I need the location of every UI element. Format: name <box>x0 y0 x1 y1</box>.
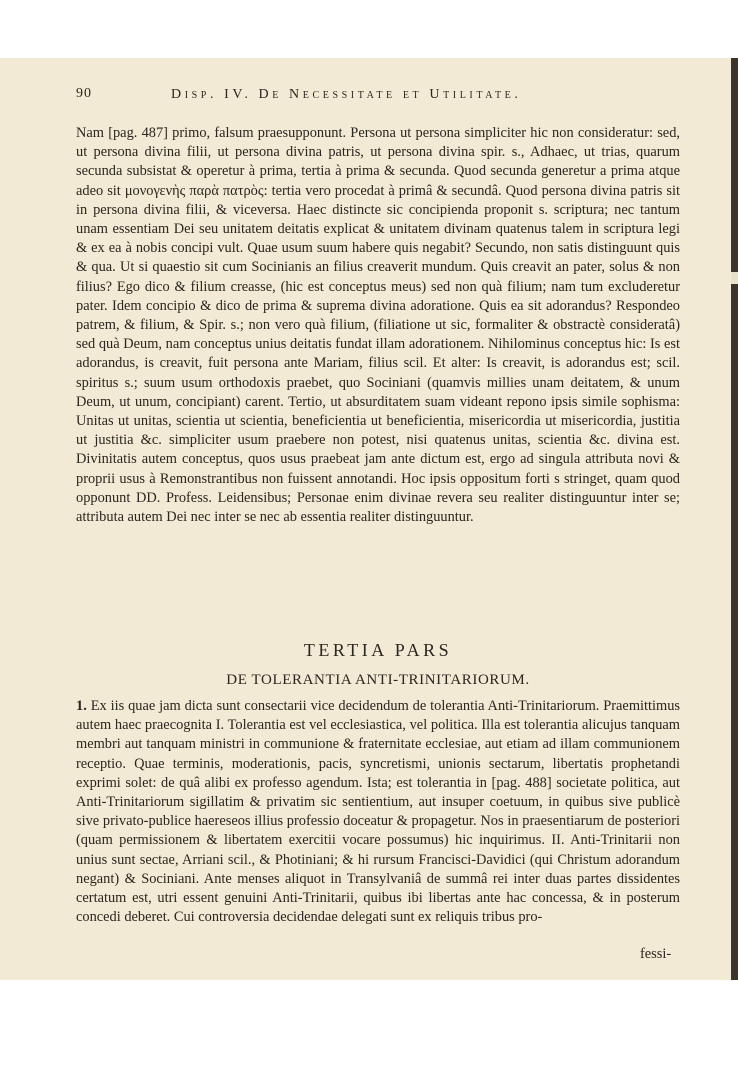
running-header <box>76 86 684 106</box>
page-edge <box>731 58 738 980</box>
running-title: Disp. IV. De Necessitate et Utilitate. <box>171 87 522 102</box>
section-subtitle: DE TOLERANTIA ANTI-TRINITARIORUM. <box>226 672 530 688</box>
part-paragraph-text: Ex iis quae jam dicta sunt consectarii vice decidendum de tolerantia Anti-Trinitariorum. Praemittimus autem haec praecognita I. Tolerantia est vel ecclesiastica, vel politica. Illa est tolerantia alicujus tanquam membri aut tanquam ministri in communione & fraternitate ecclesiae, aut etiam ad illam communionem receptio. Quae terminis, moderationis, pacis, syncretismi, unionis sectarum, libertatis prophetandi exprimi solet: de quâ alibi ex professo agendum. Ista; est tolerantia in [pag. 488] societate politica, aut Anti-Trinitariorum sigillatim & privatim sic sentientium, aut insuper coetuum, in quibus sive publicè sive privato-publice haereseos illius professio doceatur & propagetur. Nos in praesentiarum de posteriori (quam permissionem & libertatem exercitii vocare possumus) hic inquirimus. II. Anti-Trinitarii non unius sunt sectae, Arriani scil., & Photiniani; & hi rursum Francisci-Davidici (qui Christum adorandum negant) & Sociniani. Ante menses aliquot in Transylvaniâ de summâ rei inter duas partes dissidentes certatum est, utri essent genuini Anti-Trinitarii, quibus ibi libertas ante hac concessa, & in posterum concedi deberet. Cui controversia decidendae delegati sunt ex reliquis tribus pro- <box>76 698 680 926</box>
section-title: TERTIA PARS <box>303 640 453 660</box>
intro-paragraph-block <box>76 124 680 527</box>
paragraph-number: 1. <box>76 698 87 714</box>
part-paragraph <box>76 697 680 927</box>
intro-paragraph: Nam [pag. 487] primo, falsum praesupponunt. Persona ut persona simpliciter hic non consideratur: sed, ut persona divina filii, ut persona divina patris, ut persona divina spir. s., Adhaec, ut trias, quarum secunda subsistat & operetur à prima, tertia à prima & secunda. Quod secunda generetur a prima atque adeo sit μονογενὴς παρὰ πατρὸς: tertia vero procedat à primâ & secundâ. Quod persona divina patris sit in persona divina filii, & viceversa. Haec distincte sic concipienda proponit s. scriptura; nec tantum unam essentiam Dei seu unitatem deitatis explicat & unitatem divinam quatenus talem in scriptura legi & ex ea à nobis concipi vult. Quae usum suum habere quis negabit? Secundo, non satis distinguunt quis & qua. Ut si quaestio sit cum Socinianis an filius creaverit mundum. Quis creavit an pater, solus & non filius? Ego dico & filium creasse, (hic est conceptus meus) sed non quà filium; nam tum excluderetur pater. Idem concipio & dico de prima & suprema divina adoratione. Quis ea sit adorandus? Respondeo patrem, & filium, & Spir. s.; non vero quà filium, (filiatione ut sic, formaliter & obstractè consideratâ) sed quà Deum, nam conceptus unius deitatis fundat illam adorationem. Nihilominus conceptus hic: Is est adorandus, is creavit, fuit persona ante Mariam, filius scil. Et alter: Is creavit, is adorandus est; scil. spiritus s.; suum usum orthodoxis praebet, quo Sociniani (quamvis millies unam deitatem, & unum Deum, ut unum, concipiant) carent. Tertio, ut absurditatem suam videant repono ipsis simile sophisma: Unitas ut unitas, scientia ut scientia, beneficientia ut beneficientia, misericordia ut misericordia, justitia ut justitia &c. simpliciter usum praebere non potest, nisi quatenus unitas, scientia &c. divina est. Divinitatis autem conceptus, quos usus praebeat jam ante dictum est, ergo ad singula attributa novi & proprii usus à Remonstrantibus non fuissent annotandi. Hoc ipsis oppositum forti s stringet, quam quod opponunt DD. Profess. Leidensibus; Personae enim divinae revera seu realiter distinguuntur inter se; attributa autem Dei nec inter se nec ab essentia realiter distinguuntur. <box>76 125 680 526</box>
part-paragraph-block <box>76 697 680 927</box>
page-number: 90 <box>76 86 92 101</box>
catchword: fessi- <box>640 946 672 962</box>
page-edge-gap <box>731 272 738 284</box>
